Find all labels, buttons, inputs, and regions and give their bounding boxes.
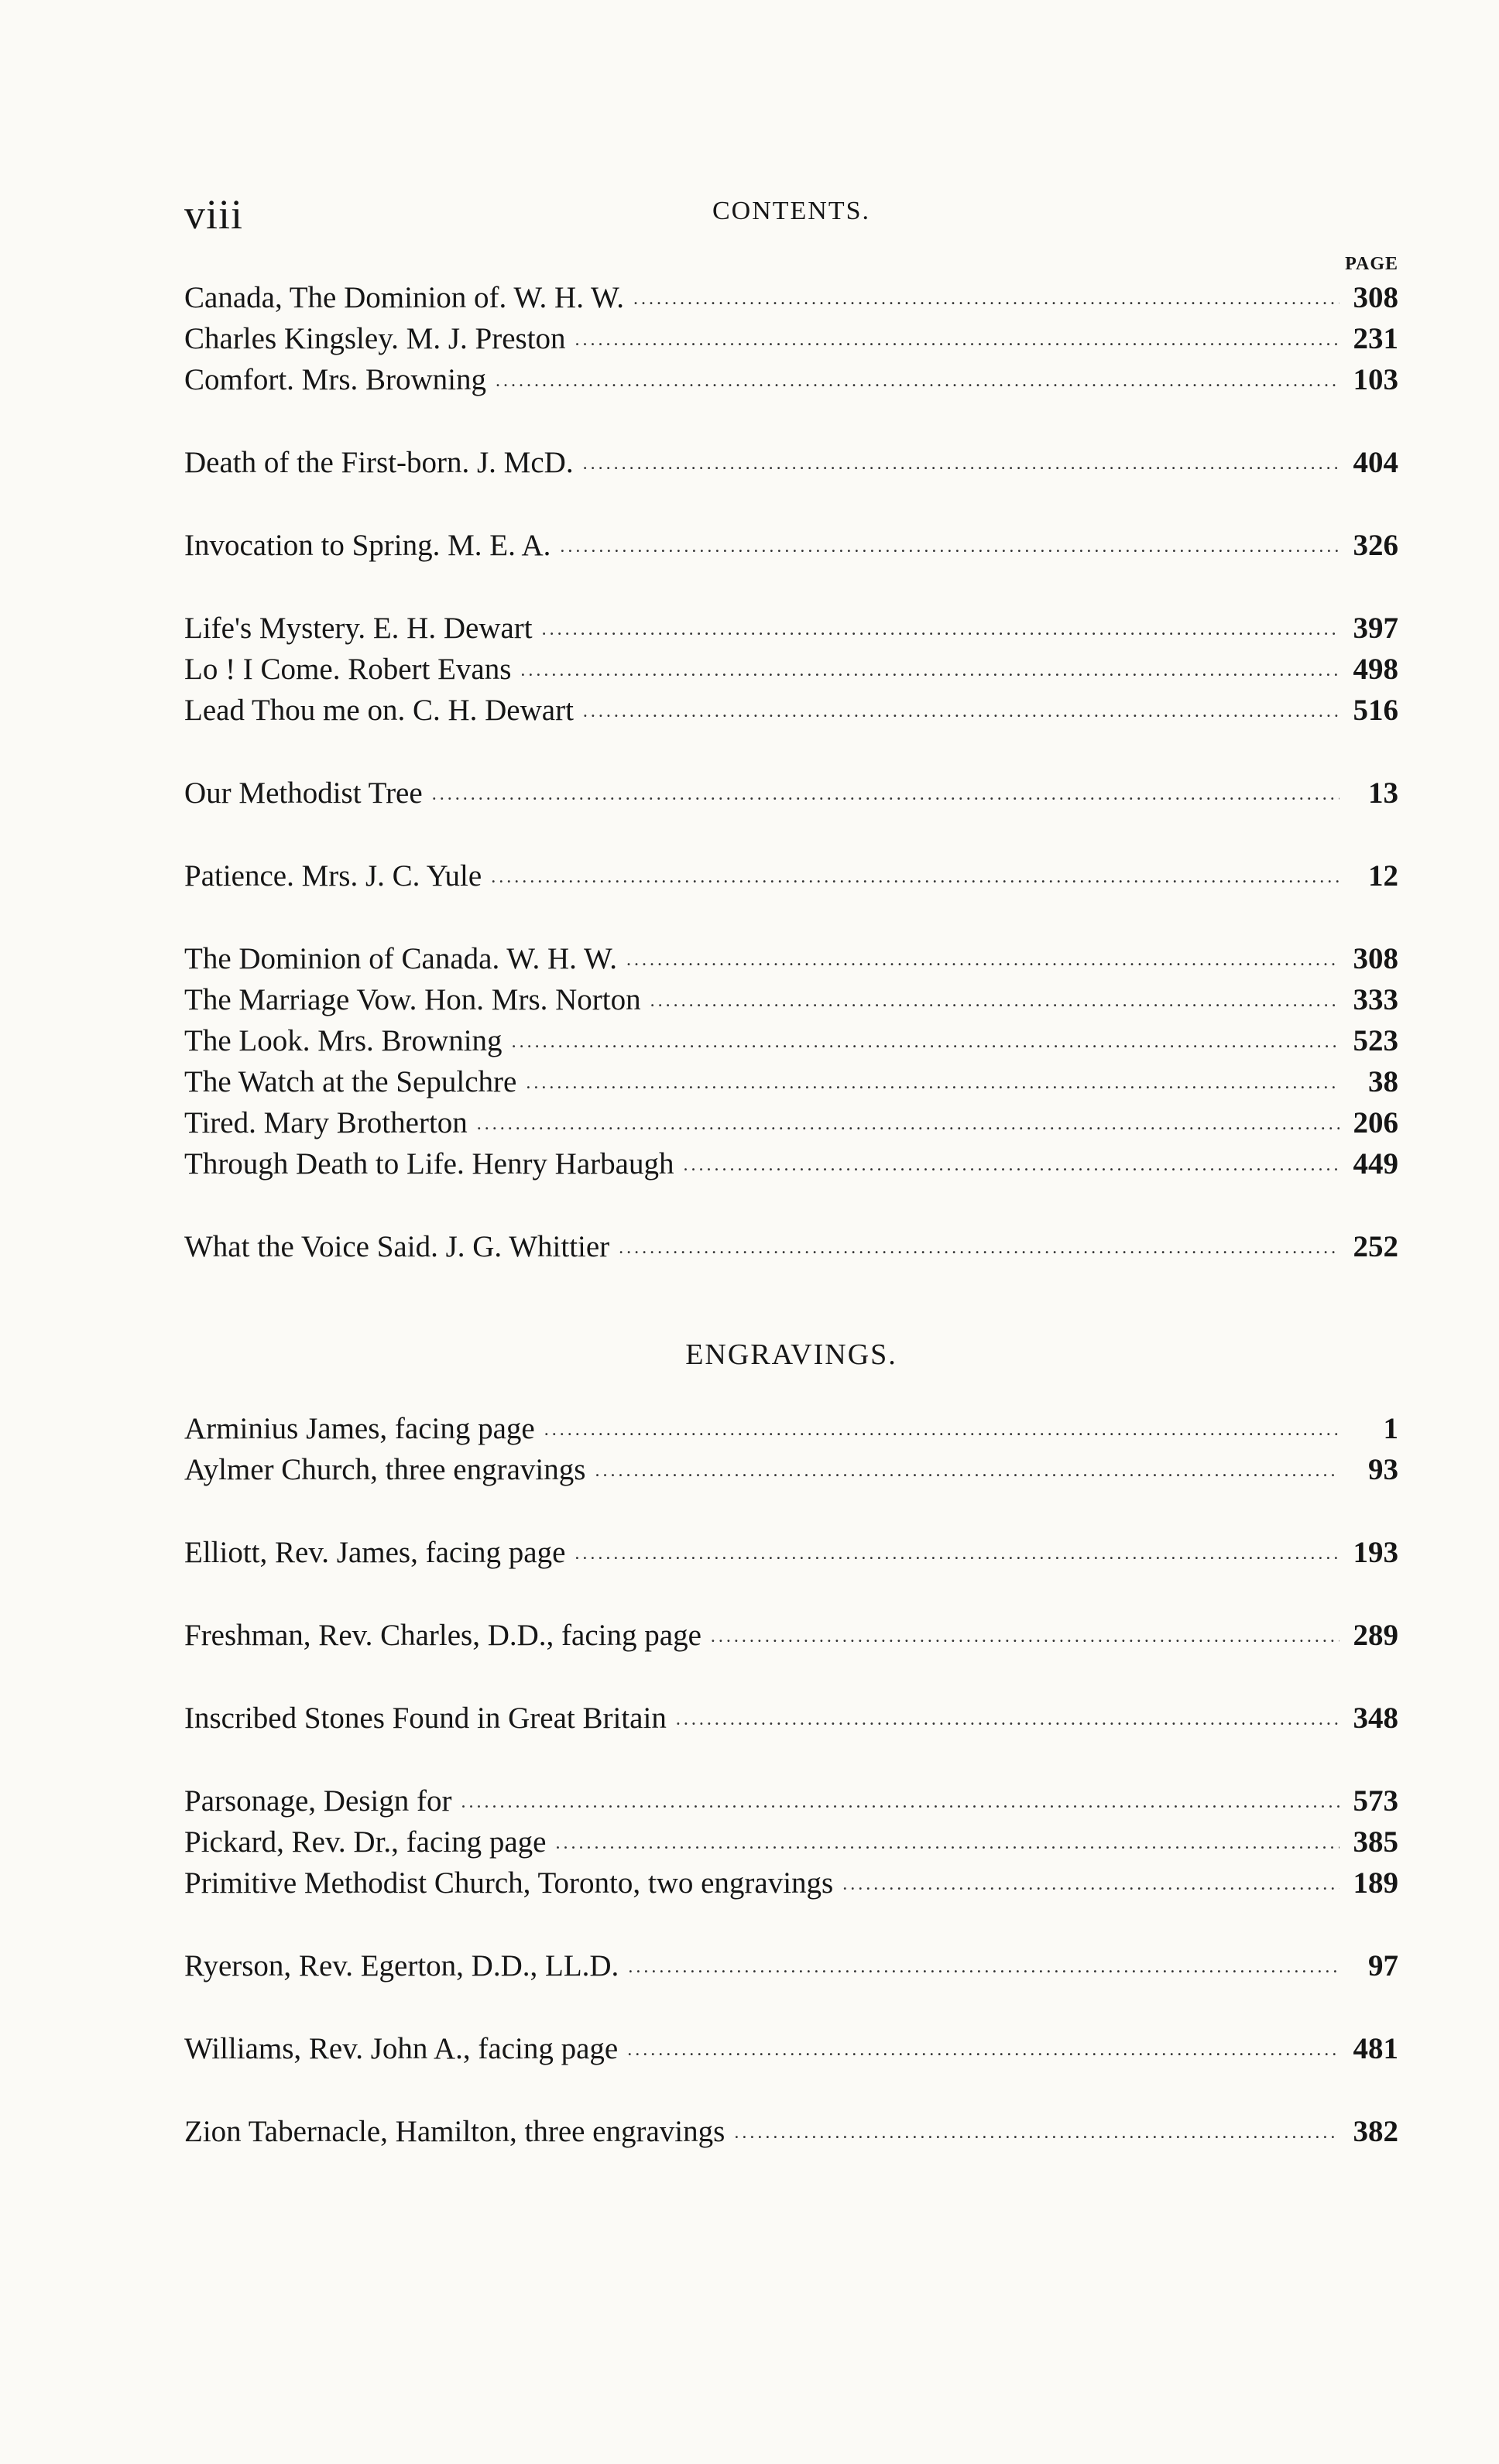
contents-entry [184,938,1398,979]
dot-leader [575,1534,1339,1575]
entry-page-number: 333 [1353,983,1398,1016]
dot-leader [650,981,1339,1022]
entry-page-number: 348 [1353,1701,1398,1735]
entry-group [184,1615,1398,1656]
entry-page-number: 308 [1353,942,1398,975]
contents-entry [184,649,1398,690]
dot-leader [520,650,1339,691]
contents-entry [184,2111,1398,2152]
dot-leader [432,774,1339,815]
entry-group [184,1698,1398,1739]
dot-leader [619,1228,1339,1269]
dot-leader [556,1823,1340,1864]
contents-entry [184,773,1398,814]
contents-entry [184,359,1398,400]
entry-title: Canada, The Dominion of. W. H. W. [184,281,624,314]
entry-page-number: 231 [1353,322,1398,355]
entry-title: Zion Tabernacle, Hamilton, three engravings [184,2115,725,2148]
entry-page-number: 206 [1353,1106,1398,1139]
entry-group [184,855,1398,896]
dot-leader [512,1022,1339,1063]
contents-entry [184,1821,1398,1863]
contents-entry [184,979,1398,1020]
entry-title: Aylmer Church, three engravings [184,1453,586,1486]
contents-entry [184,1449,1398,1490]
entry-title: Patience. Mrs. J. C. Yule [184,859,482,893]
entry-title: Life's Mystery. E. H. Dewart [184,612,533,645]
entry-group [184,1226,1398,1267]
entry-title: What the Voice Said. J. G. Whittier [184,1230,610,1263]
entry-page-number: 189 [1353,1866,1398,1900]
entry-group [184,608,1398,731]
dot-leader [477,1104,1339,1145]
entry-page-number: 523 [1353,1024,1398,1057]
dot-leader [842,1864,1339,1905]
entry-page-number: 326 [1353,529,1398,562]
dot-leader [734,2113,1339,2154]
contents-entry [184,1863,1398,1904]
entry-group [184,2111,1398,2152]
entry-title: Arminius James, facing page [184,1412,535,1445]
entry-page-number: 12 [1368,859,1398,893]
entry-title: Williams, Rev. John A., facing page [184,2032,619,2065]
contents-entry [184,1408,1398,1449]
entry-group [184,938,1398,1184]
dot-leader [491,857,1339,898]
contents-entry [184,525,1398,566]
entry-page-number: 97 [1368,1949,1398,1983]
contents-entry [184,1698,1398,1739]
entry-title: Tired. Mary Brotherton [184,1106,468,1139]
contents-entry [184,442,1398,483]
poems-list [184,277,1398,1267]
entry-page-number: 481 [1353,2032,1398,2065]
dot-leader [583,691,1339,732]
entry-title: Elliott, Rev. James, facing page [184,1536,566,1569]
contents-page [184,170,1398,2152]
entry-group [184,525,1398,566]
entry-title: Inscribed Stones Found in Great Britain [184,1701,667,1735]
contents-entry [184,690,1398,731]
contents-entry [184,608,1398,649]
contents-entry [184,1143,1398,1184]
dot-leader [544,1410,1339,1451]
page-column-label: PAGE [1345,254,1398,274]
page-folio: viii [184,191,244,238]
engravings-heading: ENGRAVINGS. [685,1338,897,1371]
contents-entry [184,277,1398,318]
contents-entry [184,318,1398,359]
entry-page-number: 103 [1353,363,1398,396]
entry-title: The Marriage Vow. Hon. Mrs. Norton [184,983,641,1016]
entry-title: Our Methodist Tree [184,776,423,810]
contents-entry [184,2028,1398,2069]
entry-page-number: 404 [1353,446,1398,479]
dot-leader [583,444,1339,485]
contents-entry [184,1020,1398,1061]
entry-title: Ryerson, Rev. Egerton, D.D., LL.D. [184,1949,619,1983]
contents-entry [184,1615,1398,1656]
entry-page-number: 382 [1353,2115,1398,2148]
contents-entry [184,1102,1398,1143]
dot-leader [575,320,1339,361]
entry-page-number: 385 [1353,1825,1398,1859]
contents-entry [184,1780,1398,1821]
dot-leader [683,1145,1339,1186]
entry-group [184,1780,1398,1904]
entry-page-number: 38 [1368,1065,1398,1098]
entry-group [184,2028,1398,2069]
entry-title: Through Death to Life. Henry Harbaugh [184,1147,674,1181]
entry-page-number: 1 [1383,1412,1398,1445]
entry-title: Lead Thou me on. C. H. Dewart [184,694,574,727]
contents-entry [184,855,1398,896]
dot-leader [627,2030,1339,2071]
entry-page-number: 308 [1353,281,1398,314]
entry-group [184,1945,1398,1986]
dot-leader [626,940,1339,981]
entry-page-number: 397 [1353,612,1398,645]
entry-page-number: 449 [1353,1147,1398,1181]
entry-title: Freshman, Rev. Charles, D.D., facing page [184,1619,701,1652]
entry-group [184,773,1398,814]
dot-leader [496,361,1339,402]
dot-leader [711,1616,1339,1657]
entry-title: Death of the First-born. J. McD. [184,446,574,479]
contents-entry [184,1532,1398,1573]
entry-title: Parsonage, Design for [184,1784,452,1818]
entry-title: The Dominion of Canada. W. H. W. [184,942,617,975]
dot-leader [461,1782,1340,1823]
entry-page-number: 573 [1353,1784,1398,1818]
entry-page-number: 289 [1353,1619,1398,1652]
entry-page-number: 93 [1368,1453,1398,1486]
dot-leader [526,1063,1339,1104]
entry-page-number: 193 [1353,1536,1398,1569]
entry-title: The Watch at the Sepulchre [184,1065,517,1098]
entry-page-number: 516 [1353,694,1398,727]
page-title: CONTENTS. [712,197,871,225]
engravings-list [184,1408,1398,2152]
running-head [184,170,1398,248]
contents-entry [184,1945,1398,1986]
dot-leader [595,1451,1339,1492]
dot-leader [628,1947,1339,1988]
entry-page-number: 498 [1353,653,1398,686]
entry-group [184,1408,1398,1490]
entry-title: Charles Kingsley. M. J. Preston [184,322,566,355]
dot-leader [542,609,1339,650]
contents-entry [184,1226,1398,1267]
entry-title: Pickard, Rev. Dr., facing page [184,1825,547,1859]
entry-title: Comfort. Mrs. Browning [184,363,486,396]
dot-leader [560,526,1339,567]
dot-leader [676,1699,1339,1740]
entry-group [184,277,1398,400]
entry-group [184,1532,1398,1573]
entry-title: The Look. Mrs. Browning [184,1024,503,1057]
entry-title: Primitive Methodist Church, Toronto, two engravings [184,1866,834,1900]
entry-title: Invocation to Spring. M. E. A. [184,529,551,562]
entry-group [184,442,1398,483]
contents-entry [184,1061,1398,1102]
entry-title: Lo ! I Come. Robert Evans [184,653,512,686]
dot-leader [633,279,1339,320]
entry-page-number: 252 [1353,1230,1398,1263]
entry-page-number: 13 [1368,776,1398,810]
